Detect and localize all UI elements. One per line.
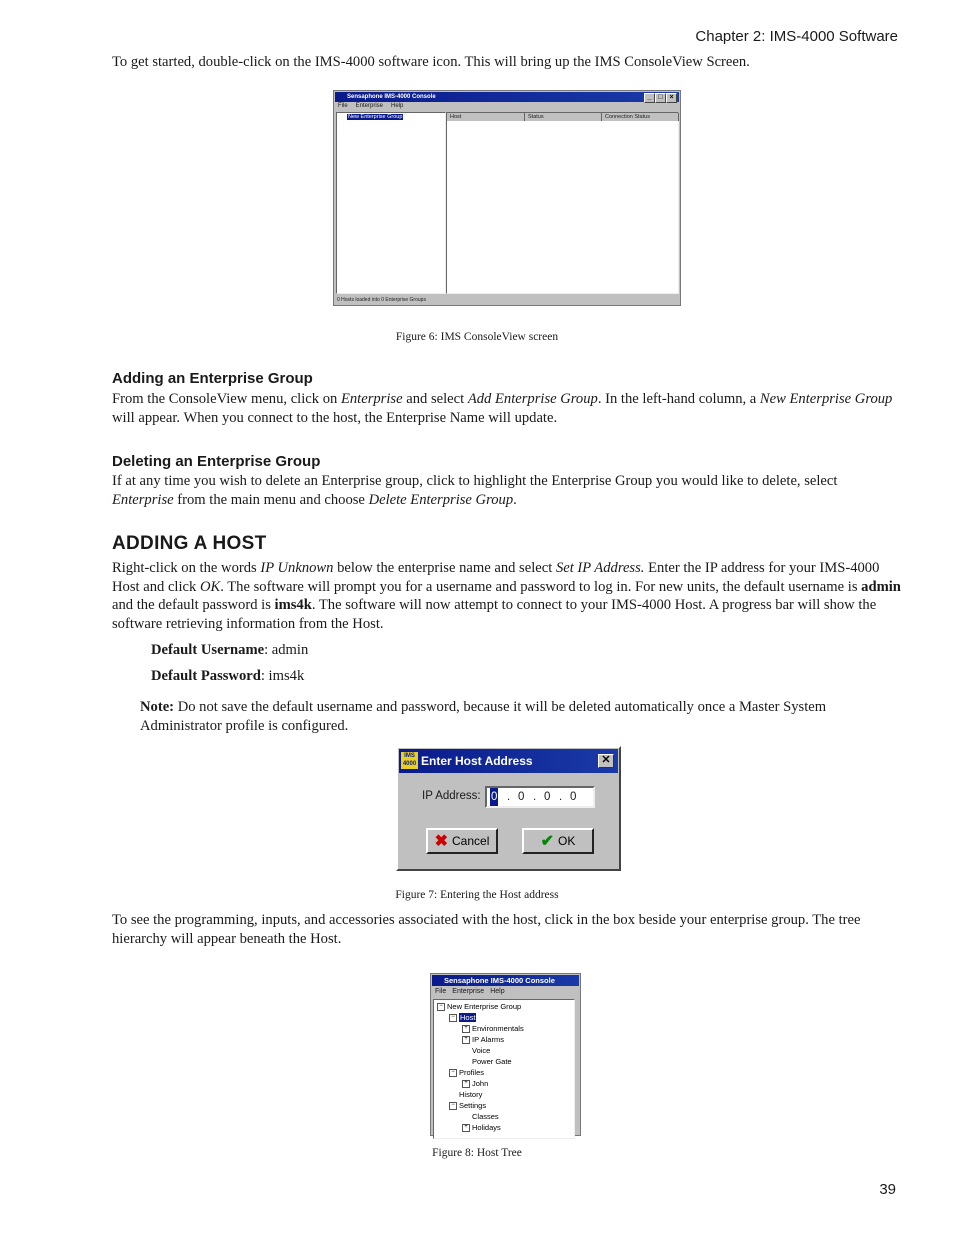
cancel-x-icon: ✖ — [434, 833, 449, 850]
tree-item[interactable]: − Host — [449, 1013, 476, 1022]
host-list-pane[interactable] — [446, 112, 679, 294]
intro-paragraph: To get started, double-click on the IMS-4000 software icon. This will bring up the IMS ConsoleView Screen. — [112, 54, 750, 70]
page-number: 39 — [879, 1181, 896, 1198]
tree-item[interactable]: + John — [462, 1079, 488, 1088]
tree-item[interactable]: + Environmentals — [462, 1024, 524, 1033]
tree-item-new-enterprise-group[interactable]: New Enterprise Group — [348, 114, 403, 120]
menu-file[interactable]: File — [435, 988, 447, 995]
tree-item[interactable]: Voice — [472, 1046, 491, 1055]
menu-enterprise[interactable]: Enterprise — [452, 988, 485, 995]
enterprise-tree-pane[interactable] — [336, 112, 446, 294]
heading-adding-a-host: ADDING A HOST — [112, 533, 267, 554]
dialog-title-bar — [399, 749, 618, 773]
menu-help[interactable]: Help — [391, 103, 404, 109]
ims-logo-icon: IMS 4000 — [402, 753, 417, 767]
window-title: Sensaphone IMS-4000 Console — [347, 94, 436, 100]
menu-bar — [435, 988, 505, 995]
heading-adding-enterprise-group: Adding an Enterprise Group — [112, 370, 313, 387]
tree-item[interactable]: + Holidays — [462, 1123, 501, 1132]
menu-help[interactable]: Help — [490, 988, 505, 995]
menu-bar — [338, 103, 403, 109]
checkmark-icon: ✔ — [540, 833, 555, 850]
tree-hierarchy-paragraph: To see the programming, inputs, and accessories associated with the host, click in the box beside your enterprise group. The tree hierarchy will appear beneath the Host. — [112, 912, 861, 947]
ip-address-input[interactable]: 0 . 0 . 0 . 0 — [485, 786, 595, 808]
tree-item[interactable]: − New Enterprise Group — [437, 1002, 521, 1011]
dialog-title: Enter Host Address — [421, 754, 533, 768]
figure-7-caption: Figure 7: Entering the Host address — [395, 889, 559, 901]
tree-item[interactable]: − Profiles — [449, 1068, 484, 1077]
tree-item[interactable]: Classes — [472, 1112, 499, 1121]
menu-enterprise[interactable]: Enterprise — [355, 103, 384, 109]
consoleview-window — [333, 90, 681, 306]
chapter-header: Chapter 2: IMS-4000 Software — [695, 28, 898, 45]
column-status[interactable]: Status — [525, 113, 602, 121]
title-bar — [432, 975, 579, 986]
tree-item[interactable]: + IP Alarms — [462, 1035, 504, 1044]
expand-icon: + — [462, 1025, 470, 1033]
enter-host-address-dialog — [396, 746, 621, 871]
title-bar — [335, 92, 679, 102]
tree-item[interactable]: − Settings — [449, 1101, 486, 1110]
expand-icon: + — [462, 1036, 470, 1044]
figure-8-caption: Figure 8: Host Tree — [432, 1147, 522, 1159]
ip-address-label: IP Address: — [422, 790, 481, 802]
host-tree-window — [430, 973, 581, 1136]
ok-button[interactable]: ✔ OK — [522, 828, 594, 854]
adding-enterprise-paragraph: From the ConsoleView menu, click on Enterprise and select Add Enterprise Group. In the left-hand column, a New Enterprise Group will appear. When you connect to the host, the Enterprise Name will update. — [112, 391, 893, 426]
collapse-icon: − — [437, 1003, 445, 1011]
minimize-icon[interactable]: _ — [644, 93, 655, 103]
window-title: Sensaphone IMS-4000 Console — [444, 976, 555, 985]
default-username-line: Default Username: admin — [151, 642, 309, 658]
close-icon[interactable]: × — [666, 93, 677, 103]
status-bar: 0 Hosts loaded into 0 Enterprise Groups — [337, 297, 426, 303]
close-icon[interactable]: ✕ — [598, 754, 614, 768]
collapse-icon: − — [449, 1102, 457, 1110]
expand-icon: + — [462, 1124, 470, 1132]
expand-icon: + — [462, 1080, 470, 1088]
host-tree-pane[interactable] — [433, 999, 575, 1139]
heading-deleting-enterprise-group: Deleting an Enterprise Group — [112, 453, 321, 470]
tree-item[interactable]: History — [459, 1090, 483, 1099]
menu-file[interactable]: File — [338, 103, 348, 109]
column-connection-status[interactable]: Connection Status — [602, 113, 679, 121]
column-host[interactable]: Host — [447, 113, 525, 121]
figure-6-caption: Figure 6: IMS ConsoleView screen — [395, 331, 559, 343]
deleting-enterprise-paragraph: If at any time you wish to delete an Enterprise group, click to highlight the Enterprise Group you would like to delete, select Enterprise from the main menu and choose Delete Enterprise Group. — [112, 473, 838, 508]
tree-item[interactable]: Power Gate — [472, 1057, 512, 1066]
adding-host-paragraph: Right-click on the words IP Unknown below the enterprise name and select Set IP Address. Enter the IP address for your IMS-4000 Host and click OK. The software will prompt you for a username and password to log in. For new units, the default username is admin and the default password is ims4k. The software will now attempt to connect to your IMS-4000 Host. A progress bar will show the software retrieving information from the Host. — [112, 560, 901, 632]
default-password-line: Default Password: ims4k — [151, 668, 305, 684]
maximize-icon[interactable]: □ — [655, 93, 666, 103]
note-paragraph: Note: Do not save the default username and password, because it will be deleted automatically once a Master System Administrator profile is configured. — [140, 699, 827, 734]
collapse-icon: − — [449, 1014, 457, 1022]
cancel-button[interactable]: ✖ Cancel — [426, 828, 498, 854]
collapse-icon: − — [449, 1069, 457, 1077]
